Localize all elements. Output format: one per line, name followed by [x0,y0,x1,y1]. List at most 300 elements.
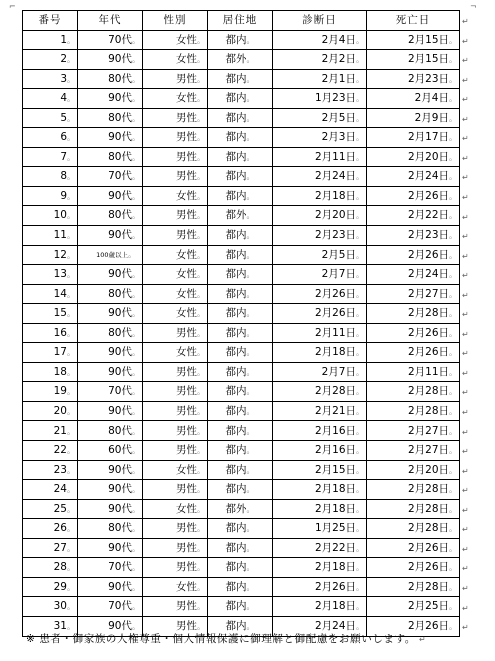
cell-end-mark: 。 [67,621,75,631]
cell-value: 男性 [176,72,197,85]
cell-value: 女性 [176,307,197,320]
table-row [23,304,460,324]
cell-residence [208,50,273,70]
cell-end-mark: 。 [132,94,140,104]
cell-residence [208,284,273,304]
cell-value: 90代 [108,346,132,359]
cell-value: 都内 [225,170,247,183]
cell-end-mark: 。 [197,504,205,514]
cell-end-mark: 。 [197,543,205,553]
cell-end-mark: 。 [246,55,255,65]
cell-number [23,460,78,480]
cell-value: 女性 [176,189,197,202]
cell-value: 女性 [176,346,197,359]
cell-value: 90代 [108,483,132,496]
row-end-mark: ↵ [462,623,469,633]
cell-end-mark: 。 [449,152,457,162]
cell-value: 2月17日 [407,131,449,144]
corner-mark: ⌐ [9,2,16,11]
cell-age-group [78,128,143,148]
cell-value: 男性 [176,111,197,124]
cell-value: 女性 [176,248,197,261]
cell-end-mark: 。 [132,328,140,338]
cell-end-mark: 。 [132,465,140,475]
cell-value: 2月23日 [314,229,356,242]
cell-number [23,226,78,246]
cell-value: 都内 [225,248,247,261]
corner-mark: ¬ [470,2,477,11]
cell-end-mark: 。 [246,465,255,475]
table-row [23,382,460,402]
row-end-mark: ↵ [462,173,469,183]
cell-sex [143,186,208,206]
cell-end-mark: 。 [449,504,457,514]
table-row [23,597,460,617]
cell-residence [208,558,273,578]
cell-diagnosis-date [273,323,367,343]
cell-residence [208,186,273,206]
cell-value: 都内 [225,131,247,144]
cell-diagnosis-date [273,480,367,500]
cell-value: 30 [53,600,67,613]
cell-end-mark: 。 [246,563,255,573]
cell-end-mark: 。 [356,172,364,182]
cell-end-mark: 。 [132,55,140,65]
cell-end-mark: 。 [132,563,140,573]
row-end-mark: ↵ [462,310,469,320]
row-end-mark: ↵ [462,212,469,222]
cell-sex [143,69,208,89]
row-end-mark: ↵ [462,466,469,476]
cell-end-mark: 。 [449,231,457,241]
cell-value: 2月16日 [314,424,356,437]
paragraph-mark: ↵ [415,635,427,644]
cell-residence [208,323,273,343]
cell-value: 1 [60,33,67,46]
cell-sex [143,89,208,109]
cell-end-mark: 。 [67,270,75,280]
cell-end-mark: 。 [449,328,457,338]
cell-residence [208,30,273,50]
cell-age-group [78,401,143,421]
cell-value: 2月28日 [407,385,449,398]
cell-end-mark: 。 [246,582,255,592]
row-end-mark: ↵ [462,95,469,105]
cell-residence [208,499,273,519]
cell-value: 80代 [108,111,132,124]
cell-value: 70代 [108,561,132,574]
cell-end-mark: 。 [246,35,255,45]
header-age-group: 年代 [78,11,143,31]
cell-end-mark: 。 [356,465,364,475]
cell-diagnosis-date [273,30,367,50]
cell-end-mark: 。 [449,485,457,495]
cell-end-mark: 。 [132,543,140,553]
cell-sex [143,265,208,285]
cell-end-mark: 。 [449,94,457,104]
cell-value: 男性 [176,150,197,163]
cell-end-mark: 。 [356,211,364,221]
cell-value: 2月27日 [407,444,449,457]
cell-end-mark: 。 [132,191,140,201]
cell-value: 2月18日 [314,483,356,496]
cell-value: 2月26日 [407,189,449,202]
cell-age-group [78,382,143,402]
cell-death-date [367,50,460,70]
cell-value: 2月20日 [407,150,449,163]
cell-end-mark: 。 [67,191,75,201]
cell-value: 男性 [176,404,197,417]
cell-end-mark: 。 [246,426,255,436]
row-end-mark: ↵ [462,251,469,261]
cell-number [23,343,78,363]
cell-value: 2月4日 [414,92,449,105]
header-residence: 居住地 [208,11,273,31]
cell-value: 都内 [225,346,247,359]
cell-end-mark: 。 [246,621,255,631]
cell-value: 男性 [176,522,197,535]
cell-end-mark: 。 [246,387,255,397]
cell-end-mark: 。 [449,367,457,377]
cell-number [23,69,78,89]
cell-value: 都内 [225,483,247,496]
cell-value: 都内 [225,307,247,320]
cell-value: 90代 [108,619,132,632]
cell-end-mark: 。 [197,406,205,416]
cell-death-date [367,519,460,539]
table-row [23,206,460,226]
cell-end-mark: 。 [356,387,364,397]
cell-death-date [367,284,460,304]
cell-diagnosis-date [273,577,367,597]
cell-value: 90代 [108,307,132,320]
cell-value: 都内 [225,541,247,554]
cell-death-date [367,30,460,50]
cell-end-mark: 。 [67,465,75,475]
cell-age-group [78,147,143,167]
cell-diagnosis-date [273,186,367,206]
cell-end-mark: 。 [356,231,364,241]
cell-end-mark: 。 [197,309,205,319]
cell-end-mark: 。 [67,94,75,104]
cell-end-mark: 。 [449,289,457,299]
table-row [23,362,460,382]
cell-value: 14 [53,287,67,300]
cell-value: 8 [60,170,67,183]
cell-end-mark: 。 [449,387,457,397]
table-row [23,186,460,206]
cell-value: 2月28日 [407,502,449,515]
cell-value: 男性 [176,209,197,222]
cell-age-group [78,206,143,226]
table-row [23,226,460,246]
cell-value: 2月24日 [407,170,449,183]
cell-value: 都内 [225,229,247,242]
cell-value: 90代 [108,229,132,242]
cell-end-mark: 。 [132,74,140,84]
cell-value: 2月18日 [314,600,356,613]
cell-value: 2月28日 [407,522,449,535]
cell-end-mark: 。 [67,231,75,241]
cell-end-mark: 。 [197,465,205,475]
cell-end-mark: 。 [246,211,255,221]
cell-value: 2月5日 [321,111,356,124]
cell-value: 2月4日 [321,33,356,46]
cell-value: 2月26日 [407,326,449,339]
cell-value: 27 [53,541,67,554]
cell-value: 2月15日 [407,33,449,46]
cell-death-date [367,167,460,187]
cell-sex [143,421,208,441]
cell-end-mark: 。 [132,426,140,436]
row-end-mark: ↵ [462,75,469,85]
cell-end-mark: 。 [246,348,255,358]
deaths-table [22,10,460,637]
cell-end-mark: 。 [246,152,255,162]
cell-death-date [367,577,460,597]
cell-end-mark: 。 [449,543,457,553]
cell-value: 2月18日 [314,189,356,202]
cell-end-mark: 。 [449,621,457,631]
cell-end-mark: 。 [449,602,457,612]
cell-value: 都内 [225,463,247,476]
cell-value: 80代 [108,522,132,535]
cell-number [23,265,78,285]
cell-end-mark: 。 [132,270,140,280]
cell-value: 都内 [225,326,247,339]
cell-death-date [367,226,460,246]
cell-end-mark: 。 [246,191,255,201]
table-row [23,245,460,265]
cell-end-mark: 。 [132,485,140,495]
cell-end-mark: 。 [356,94,364,104]
row-end-mark: ↵ [462,36,469,46]
cell-end-mark: 。 [67,74,75,84]
cell-death-date [367,265,460,285]
cell-death-date [367,108,460,128]
cell-end-mark: 。 [246,309,255,319]
cell-residence [208,167,273,187]
cell-sex [143,30,208,50]
cell-age-group [78,226,143,246]
cell-residence [208,577,273,597]
cell-death-date [367,597,460,617]
cell-value: 7 [60,150,67,163]
cell-end-mark: 。 [449,524,457,534]
cell-value: 2月7日 [321,268,356,281]
cell-value: 2月28日 [407,404,449,417]
cell-value: 男性 [176,444,197,457]
cell-end-mark: 。 [356,35,364,45]
cell-death-date [367,421,460,441]
cell-value: 2月24日 [314,170,356,183]
row-end-mark: ↵ [462,603,469,613]
cell-diagnosis-date [273,343,367,363]
cell-value: 都内 [225,92,247,105]
cell-value: 都内 [225,287,247,300]
cell-age-group [78,89,143,109]
table-row [23,441,460,461]
cell-end-mark: 。 [67,133,75,143]
cell-value: 24 [53,483,67,496]
cell-value: 10 [53,209,67,222]
cell-end-mark: 。 [449,270,457,280]
cell-diagnosis-date [273,206,367,226]
cell-age-group [78,50,143,70]
cell-diagnosis-date [273,147,367,167]
cell-sex [143,226,208,246]
cell-number [23,597,78,617]
cell-value: 女性 [176,287,197,300]
cell-end-mark: 。 [67,250,75,260]
cell-value: 2月1日 [321,72,356,85]
cell-residence [208,362,273,382]
cell-end-mark: 。 [67,524,75,534]
cell-age-group [78,597,143,617]
cell-sex [143,343,208,363]
cell-death-date [367,362,460,382]
cell-end-mark: 。 [67,504,75,514]
cell-end-mark: 。 [67,387,75,397]
cell-death-date [367,499,460,519]
cell-end-mark: 。 [132,446,140,456]
cell-value: 2月9日 [414,111,449,124]
cell-value: 2月24日 [314,619,356,632]
cell-end-mark: 。 [67,328,75,338]
cell-sex [143,519,208,539]
cell-number [23,30,78,50]
cell-value: 2月26日 [407,619,449,632]
cell-value: 男性 [176,424,197,437]
cell-diagnosis-date [273,362,367,382]
cell-end-mark: 。 [197,113,205,123]
cell-end-mark: 。 [67,172,75,182]
cell-age-group [78,421,143,441]
footnote [26,631,426,646]
cell-value: 2月26日 [314,580,356,593]
table-row [23,421,460,441]
cell-end-mark: 。 [132,621,140,631]
cell-value: 25 [53,502,67,515]
row-end-mark: ↵ [462,525,469,535]
table-row [23,30,460,50]
cell-death-date [367,480,460,500]
cell-value: 90代 [108,463,132,476]
cell-value: 都内 [225,580,247,593]
cell-value: 26 [53,522,67,535]
cell-value: 2月26日 [407,346,449,359]
row-end-mark: ↵ [462,153,469,163]
cell-value: 都内 [225,268,247,281]
cell-sex [143,245,208,265]
cell-end-mark: 。 [356,446,364,456]
cell-diagnosis-date [273,382,367,402]
cell-diagnosis-date [273,460,367,480]
cell-end-mark: 。 [246,524,255,534]
cell-age-group [78,284,143,304]
cell-value: 男性 [176,600,197,613]
table-row [23,323,460,343]
table-row [23,128,460,148]
cell-value: 都外 [225,53,247,66]
cell-value: 20 [53,404,67,417]
cell-sex [143,382,208,402]
cell-end-mark: 。 [67,211,75,221]
cell-age-group [78,460,143,480]
cell-end-mark: 。 [246,250,255,260]
cell-end-mark: 。 [246,172,255,182]
cell-value: 2月5日 [321,248,356,261]
cell-end-mark: 。 [128,249,136,259]
cell-end-mark: 。 [449,582,457,592]
cell-age-group [78,323,143,343]
cell-sex [143,167,208,187]
cell-value: 2月11日 [314,150,356,163]
cell-value: 男性 [176,365,197,378]
cell-sex [143,362,208,382]
cell-number [23,304,78,324]
cell-value: 23 [53,463,67,476]
cell-residence [208,265,273,285]
cell-value: 1月23日 [314,92,356,105]
cell-death-date [367,147,460,167]
cell-number [23,89,78,109]
cell-residence [208,441,273,461]
cell-death-date [367,558,460,578]
cell-diagnosis-date [273,499,367,519]
cell-end-mark: 。 [132,504,140,514]
cell-number [23,558,78,578]
table-body [23,30,460,636]
cell-number [23,519,78,539]
cell-end-mark: 。 [132,172,140,182]
cell-value: 2月20日 [407,463,449,476]
cell-end-mark: 。 [132,35,140,45]
cell-value: 9 [60,189,67,202]
table-row [23,558,460,578]
cell-value: 2月18日 [314,346,356,359]
cell-value: 女性 [176,53,197,66]
cell-value: 31 [53,619,67,632]
table-row [23,480,460,500]
cell-value: 90代 [108,268,132,281]
cell-value: 都外 [225,502,247,515]
header-diagnosis-date: 診断日 [273,11,367,31]
table-row [23,69,460,89]
cell-value: 80代 [108,424,132,437]
cell-end-mark: 。 [246,270,255,280]
table-row [23,519,460,539]
cell-diagnosis-date [273,226,367,246]
footnote-text: ※ 患者・御家族の人権尊重・個人情報保護に御理解と御配慮をお願いします。 [26,633,416,645]
cell-death-date [367,245,460,265]
cell-end-mark: 。 [356,250,364,260]
cell-end-mark: 。 [356,113,364,123]
cell-value: 都内 [225,365,247,378]
cell-value: 70代 [108,600,132,613]
cell-value: 16 [53,326,67,339]
cell-diagnosis-date [273,108,367,128]
cell-end-mark: 。 [67,348,75,358]
cell-value: 60代 [108,444,132,457]
cell-end-mark: 。 [67,446,75,456]
cell-value: 2月21日 [314,404,356,417]
cell-sex [143,558,208,578]
cell-end-mark: 。 [246,367,255,377]
cell-value: 女性 [176,580,197,593]
cell-value: 男性 [176,619,197,632]
cell-number [23,441,78,461]
